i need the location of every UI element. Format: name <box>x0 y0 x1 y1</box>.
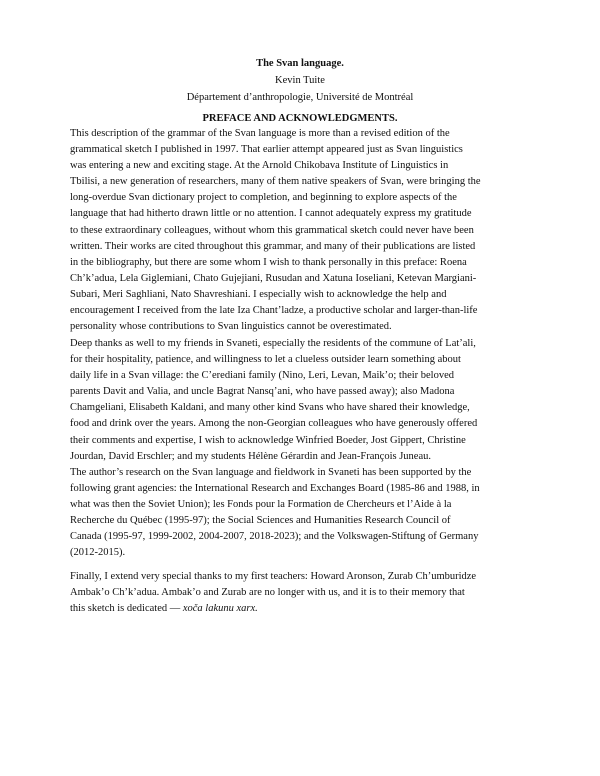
text-line: The author’s research on the Svan language and fieldwork in Svaneti has been supported by the <box>70 467 472 478</box>
paragraph <box>70 569 532 617</box>
dedication-line <box>70 601 532 617</box>
text-line: personality whose contributions to Svan linguistics cannot be overestimated. <box>70 321 392 333</box>
text-line: Jourdan, David Erschler; and my students Hélène Gérardin and Jean-François Juneau. <box>70 450 431 462</box>
paragraph <box>70 465 532 562</box>
text-line: their comments and expertise, I wish to acknowledge Winfried Boeder, Jost Gippert, Christine <box>70 434 466 446</box>
text-line: grammatical sketch I published in 1997. That earlier attempt appeared just as Svan linguistics <box>70 144 463 156</box>
dedication-text: this sketch is dedicated — <box>70 603 183 615</box>
text-line: Canada (1995-97, 1999-2002, 2004-2007, 2018-2023); and the Volkswagen-Stiftung of Germany <box>70 531 479 543</box>
text-line: Tbilisi, a new generation of researchers, many of them native speakers of Svan, were bringing the <box>70 176 481 188</box>
author-name: Kevin Tuite <box>275 75 325 86</box>
document-header <box>70 55 530 106</box>
author-affiliation: Département d’anthropologie, Université de Montréal <box>186 92 414 103</box>
text-line: written. Their works are cited throughout this grammar, and many of their publications are listed <box>70 240 476 252</box>
text-line: what was then the Soviet Union); les Fonds pour la Formation de Chercheurs et l’Aide à la <box>70 499 452 511</box>
text-line: (2012-2015). <box>70 547 126 559</box>
text-line: Ch’k’adua, Lela Giglemiani, Chato Gujejiani, Rusudan and Xatuna Ioseliani, Ketevan Margiani- <box>70 272 477 284</box>
text-line: Subari, Meri Saghliani, Nato Shavreshiani. I especially wish to acknowledge the help and <box>70 288 447 300</box>
text-line: parents Davit and Valia, and uncle Bagrat Nansq’ani, who have passed away); also Madona <box>70 386 455 398</box>
text-line: daily life in a Svan village: the C’erediani family (Nino, Leri, Levan, Maik’o; their beloved <box>70 370 455 382</box>
text-line: encouragement I received from the late Iza Chant’ladze, a productive scholar and larger-than-life <box>70 305 478 317</box>
text-line: Finally, I extend very special thanks to my first teachers: Howard Aronson, Zurab Ch’umburidze <box>70 571 477 582</box>
dedication-phrase: xoča lakunu xarx. <box>182 603 258 615</box>
paragraph <box>70 126 532 335</box>
text-line: for their hospitality, patience, and willingness to let a clueless outsider learn something about <box>70 354 461 366</box>
text-line: food and drink over the years. Among the non-Georgian colleagues who have generously offered <box>70 418 478 430</box>
text-line: long-overdue Svan dictionary project to completion, and beginning to explore aspects of the <box>70 192 457 204</box>
text-line: was entering a new and exciting stage. At the Arnold Chikobava Institute of Linguistics in <box>70 160 449 172</box>
text-line: This description of the grammar of the Svan language is more than a revised edition of the <box>70 128 450 139</box>
paragraph <box>70 336 532 465</box>
text-line: in the bibliography, but there are some whom I wish to thank personally in this preface: Roena <box>70 256 467 268</box>
section-heading: PREFACE AND ACKNOWLEDGMENTS. <box>202 113 398 124</box>
document-title: The Svan language. <box>256 58 344 69</box>
text-line: Recherche du Québec (1995-97); the Social Sciences and Humanities Research Council of <box>70 515 451 527</box>
text-line: to these extraordinary colleagues, without whom this grammatical sketch could never have been <box>70 224 474 236</box>
text-line: language that had hitherto drawn little or no attention. I cannot adequately express my gratitude <box>70 208 472 220</box>
text-line: Deep thanks as well to my friends in Svaneti, especially the residents of the commune of Lat’ali, <box>70 338 476 349</box>
text-line: Chamgeliani, Elisabeth Kaldani, and many other kind Svans who have shared their knowledge, <box>70 402 470 414</box>
text-line: Ambak’o Ch’k’adua. Ambak’o and Zurab are no longer with us, and it is to their memory that <box>70 587 465 599</box>
text-line: following grant agencies: the International Research and Exchanges Board (1985-86 and 1988, in <box>70 483 480 495</box>
